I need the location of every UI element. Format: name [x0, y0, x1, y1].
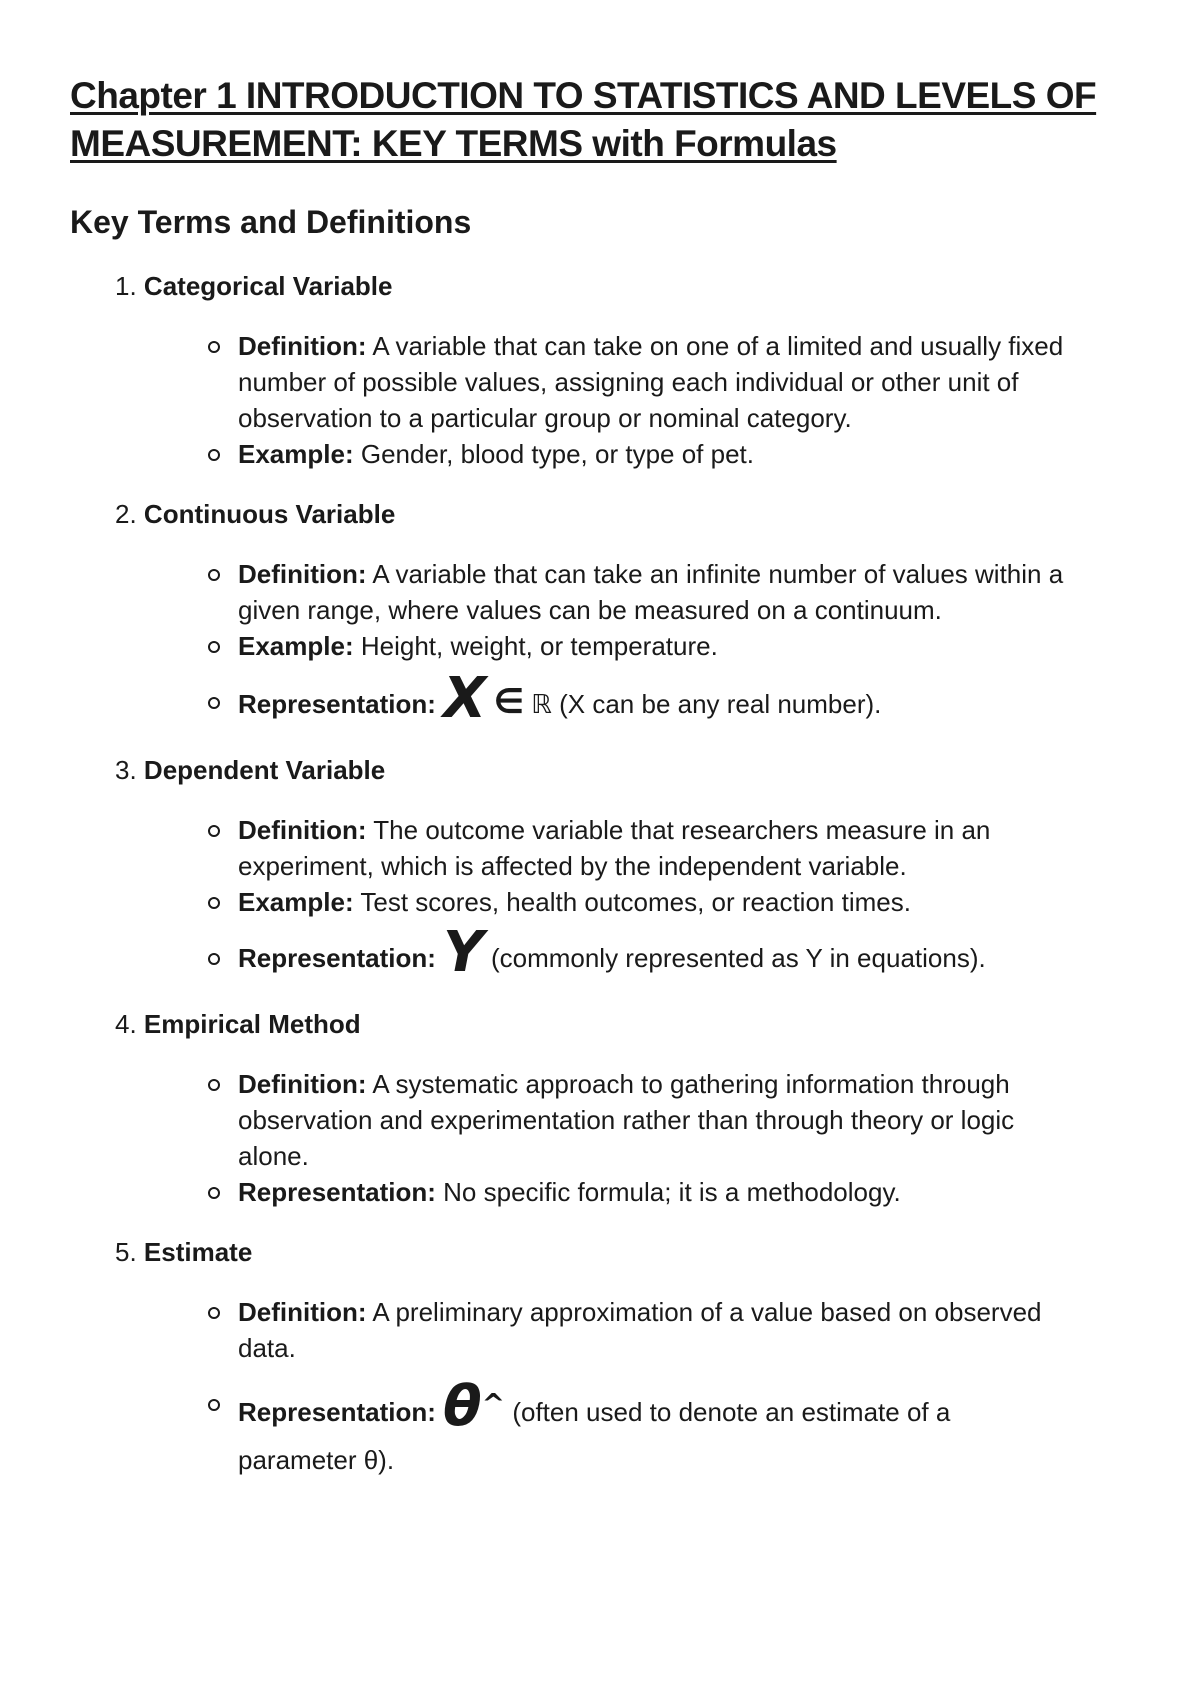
definition-text: A systematic approach to gathering information through observation and experimentation rather than through theory or logic alone.	[238, 1069, 1015, 1171]
example-item	[70, 628, 1070, 664]
definition-text: A preliminary approximation of a value based on observed data.	[238, 1297, 1042, 1363]
term-name: Empirical Method	[143, 1009, 361, 1039]
definition-item	[70, 328, 1070, 436]
circle-bullet-icon	[208, 1307, 220, 1319]
term-name: Categorical Variable	[143, 271, 393, 301]
definition-item	[70, 1294, 1070, 1366]
definition-label: Definition:	[238, 559, 367, 589]
definition-label: Definition:	[238, 331, 367, 361]
document-title: Chapter 1 INTRODUCTION TO STATISTICS AND LEVELS OF MEASUREMENT: KEY TERMS with Formulas	[70, 75, 1097, 164]
definition-text: A variable that can take on one of a limited and usually fixed number of possible values, assigning each individual or other unit of observation to a particular group or nominal category.	[238, 331, 1064, 433]
term-number: 5.	[115, 1237, 137, 1267]
example-label: Example:	[238, 439, 354, 469]
circle-bullet-icon	[208, 1187, 220, 1199]
term-item	[70, 268, 1140, 472]
term-details	[70, 1294, 1140, 1484]
example-text: Height, weight, or temperature.	[360, 631, 718, 661]
theta-symbol: θ	[443, 1374, 482, 1439]
term-name: Estimate	[143, 1237, 253, 1267]
representation-text: ℝ (X can be any real number).	[531, 689, 882, 719]
term-details	[70, 328, 1140, 472]
circle-bullet-icon	[208, 1399, 220, 1411]
term-name: Dependent Variable	[143, 755, 386, 785]
term-details	[70, 812, 1140, 985]
circle-bullet-icon	[208, 953, 220, 965]
circle-bullet-icon	[208, 1079, 220, 1091]
definition-text: The outcome variable that researchers measure in an experiment, which is affected by the independent variable.	[238, 815, 991, 881]
representation-item	[70, 1174, 1070, 1210]
example-label: Example:	[238, 631, 354, 661]
circle-bullet-icon	[208, 569, 220, 581]
term-item	[70, 1006, 1140, 1210]
circle-bullet-icon	[208, 341, 220, 353]
definition-label: Definition:	[238, 815, 367, 845]
circle-bullet-icon	[208, 897, 220, 909]
term-name: Continuous Variable	[143, 499, 396, 529]
term-item	[70, 752, 1140, 985]
term-heading	[115, 1006, 1140, 1042]
definition-item	[70, 812, 1070, 884]
representation-label: Representation:	[238, 1177, 436, 1207]
term-number: 4.	[115, 1009, 137, 1039]
definition-label: Definition:	[238, 1069, 367, 1099]
element-of-symbol: ∈	[493, 682, 525, 722]
term-item	[70, 1234, 1140, 1484]
representation-text: (commonly represented as Y in equations).	[490, 943, 986, 973]
representation-label: Representation:	[238, 1397, 436, 1427]
representation-label: Representation:	[238, 943, 436, 973]
definition-label: Definition:	[238, 1297, 367, 1327]
term-item	[70, 496, 1140, 731]
variable-symbol: X	[443, 666, 487, 731]
term-heading	[115, 496, 1140, 532]
circle-bullet-icon	[208, 825, 220, 837]
term-number: 1.	[115, 271, 137, 301]
term-heading	[115, 1234, 1140, 1270]
example-text: Gender, blood type, or type of pet.	[360, 439, 754, 469]
term-heading	[115, 752, 1140, 788]
representation-item	[70, 920, 1070, 985]
representation-label: Representation:	[238, 689, 436, 719]
variable-symbol: Y	[443, 920, 484, 985]
representation-item	[70, 666, 1070, 731]
definition-item	[70, 556, 1070, 628]
representation-text: No specific formula; it is a methodology.	[443, 1177, 901, 1207]
term-heading	[115, 268, 1140, 304]
section-heading: Key Terms and Definitions	[70, 204, 472, 240]
example-item	[70, 884, 1070, 920]
definition-item	[70, 1066, 1070, 1174]
key-terms-list	[70, 268, 1140, 1484]
circle-bullet-icon	[208, 697, 220, 709]
representation-item	[70, 1374, 1070, 1484]
example-text: Test scores, health outcomes, or reaction times.	[360, 887, 911, 917]
term-details	[70, 1066, 1140, 1210]
circle-bullet-icon	[208, 641, 220, 653]
term-number: 3.	[115, 755, 137, 785]
example-label: Example:	[238, 887, 354, 917]
term-number: 2.	[115, 499, 137, 529]
term-details	[70, 556, 1140, 731]
example-item	[70, 436, 1070, 472]
representation-text: (often used to denote an estimate of a parameter θ).	[238, 1397, 951, 1475]
hat-symbol: ^	[481, 1387, 506, 1420]
definition-text: A variable that can take an infinite number of values within a given range, where values can be measured on a continuum.	[238, 559, 1064, 625]
circle-bullet-icon	[208, 449, 220, 461]
